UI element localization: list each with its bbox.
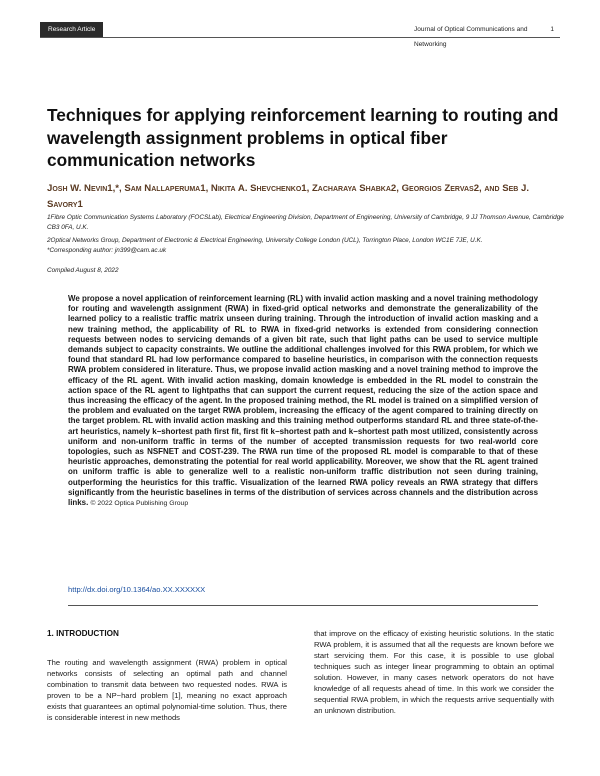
- body-column-left: The routing and wavelength assignment (RWA) problem in optical networks consists of selecting an optimal path and channel combination to transmit data between two requested nodes. RWA is proven to be a NP−hard problem [1], meaning no exact approach exists that guarantees an optimal polynomial-time solution. Thus, there is considerable interest in new methods: [47, 658, 287, 722]
- page-header: [40, 22, 560, 48]
- body-column-right: that improve on the efficacy of existing heuristic solutions. In the static RWA problem, it is assumed that all the requests are known before we start servicing them. For this case, it is possible to use global techniques such as integer linear programming to obtain an optimal solution. However, in many cases network operators do not have knowledge of all requests ahead of time. In this work we consider the sequential RWA problem, in which the requests arrive sequentially with an unknown distribution.: [314, 629, 554, 715]
- affiliation-2: 2Optical Networks Group, Department of Electronic & Electrical Engineering, University College London (UCL), Torrington Place, London WC1E 7JE, U.K.: [47, 237, 483, 244]
- compiled-date: Compiled August 8, 2022: [47, 267, 119, 274]
- affiliation-1: 1Fibre Optic Communication Systems Laboratory (FOCSLab), Electrical Engineering Division, Department of Engineering, University of Cambridge, 9 JJ Thomson Avenue, Cambridge CB3 0FA, U.K.: [47, 214, 564, 231]
- doi-link[interactable]: http://dx.doi.org/10.1364/ao.XX.XXXXXX: [68, 585, 206, 594]
- abstract-text: We propose a novel application of reinforcement learning (RL) with invalid action masking and a novel training methodology for routing and wavelength assignment (RWA) in fixed-grid optical networks and demonstrate the generalizability of the learned policy to a realistic traffic matrix unseen during training. Through the introduction of invalid action masking and a new training method, the applicability of RL to RWA in fixed-grid networks is extended from considering connection requests between nodes to servicing demands of a given bit rate, such that light paths can be used to service multiple demands subject to capacity constraints. We outline the additional challenges involved for this RWA problem, for which we found that standard RL had low performance compared to baseline heuristics, in comparison with the connection requests RWA problem considered in literature. Thus, we propose invalid action masking and a novel training method to improve the efficacy of the RL agent. With invalid action masking, domain knowledge is embedded in the RL model to constrain the action space of the RL agent to lightpaths that can support the current request, reducing the size of the action space and thus increasing the efficacy of the agent. In the proposed training method, the RL model is trained on a simplified version of the problem and evaluated on the target RWA problem, increasing the efficacy of the agent compared to training directly on the target problem. RL with invalid action masking and this training method outperforms standard RL and three state-of-the-art heuristics, namely k−shortest path first fit, first fit k−shortest path and k−shortest path most utilized, consistently across uniform and non-uniform traffic in terms of the number of accepted transmission requests for two real-world core topologies, such as NSFNET and COST-239. The RWA run time of the proposed RL model is comparable to that of these heuristic approaches, demonstrating the potential for real world applicability. Moreover, we show that the RL agent trained on uniform traffic is able to generalize well to a realistic non-uniform traffic distribution not seen during training, outperforming the heuristics for this traffic. Visualization of the learned RWA policy reveals an RWA strategy that differs significantly from the heuristic baselines in terms of the distribution of services across channels and the distribution across links.: [68, 294, 538, 508]
- section-divider: [68, 605, 538, 606]
- article-type-tag: Research Article: [40, 22, 103, 37]
- journal-name: Journal of Optical Communications and Networking: [414, 26, 528, 48]
- author-list: Josh W. Nevin1,*, Sam Nallaperuma1, Nikita A. Shevchenko1, Zacharaya Shabka2, Georgios Zervas2, and Seb J. Savory1: [47, 183, 530, 210]
- page-number: 1: [550, 26, 554, 33]
- corresponding-author: *Corresponding author: jn399@cam.ac.uk: [47, 247, 167, 254]
- abstract: [68, 294, 538, 509]
- abstract-copyright: © 2022 Optica Publishing Group: [90, 500, 189, 508]
- paper-title: Techniques for applying reinforcement learning to routing and wavelength assignment problems in optical fiber communication networks: [47, 105, 559, 170]
- section-heading: 1. INTRODUCTION: [47, 629, 119, 638]
